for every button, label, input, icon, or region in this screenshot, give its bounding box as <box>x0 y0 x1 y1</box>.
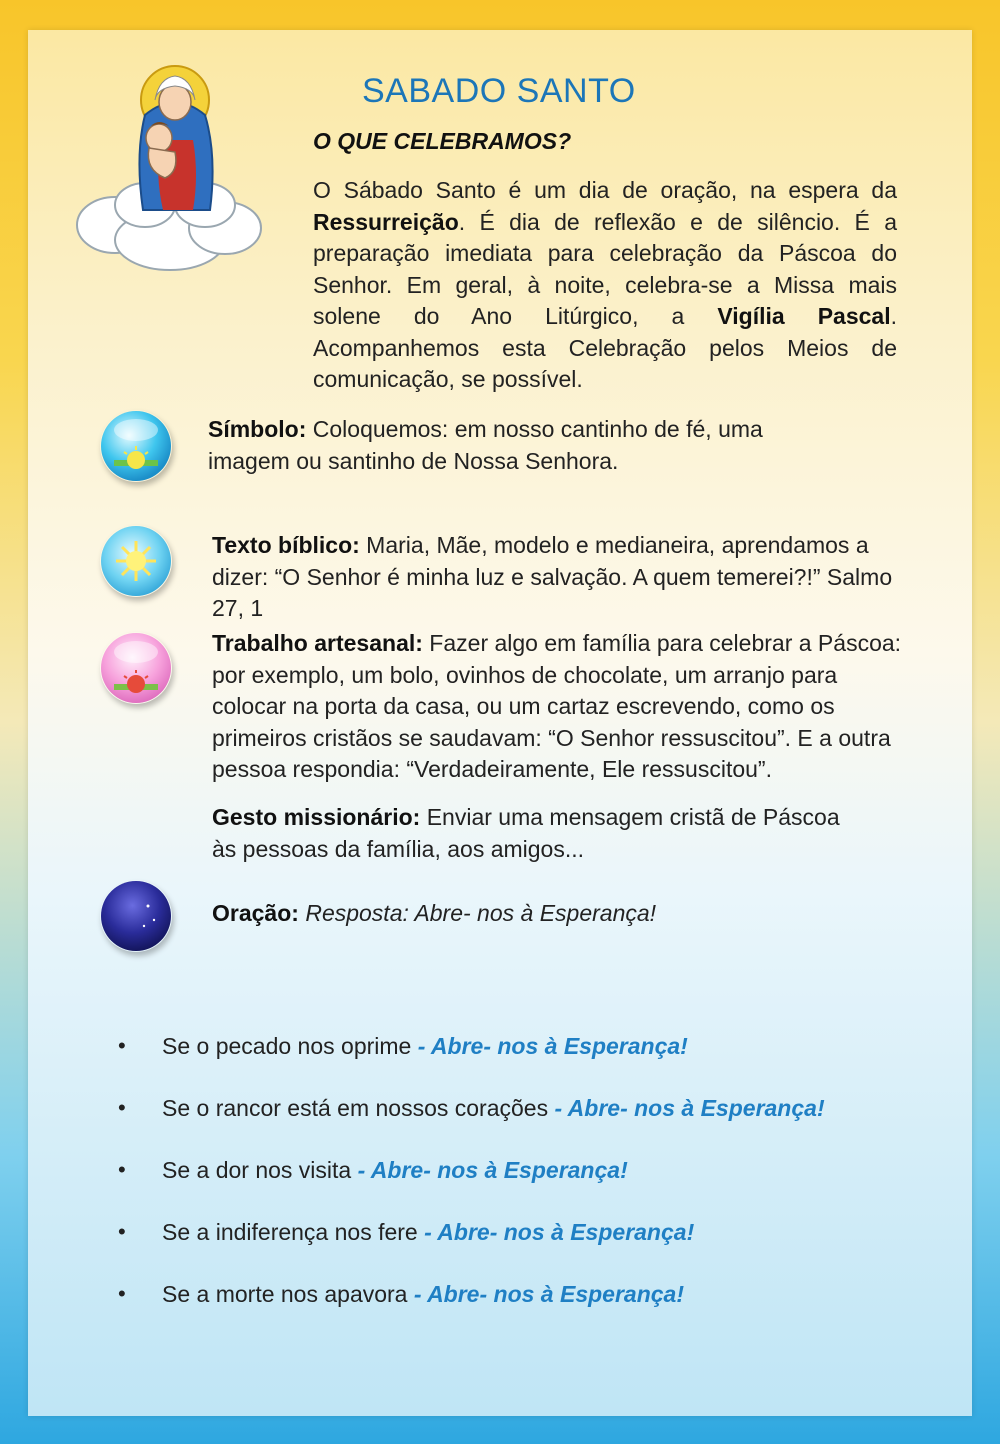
texto-biblico-label: Texto bíblico: <box>212 532 360 558</box>
bullet: • <box>118 1033 126 1058</box>
prayer-response: - Abre- nos à Esperança! <box>357 1157 628 1183</box>
prayer-line <box>162 1216 694 1248</box>
prayer-response: - Abre- nos à Esperança! <box>417 1033 688 1059</box>
bullet: • <box>118 1219 126 1244</box>
sun-orb-icon <box>100 525 172 597</box>
bullet: • <box>118 1095 126 1120</box>
simbolo-section <box>208 414 848 477</box>
prayer-text: Se o rancor está em nossos corações <box>162 1095 555 1121</box>
trabalho-artesanal-text: Fazer algo em família para celebrar a Páscoa: por exemplo, um bolo, ovinhos de chocolate, um arranjo para colocar na porta da casa, ou um cartaz escrevendo, como os primeiros cristãos se saudavam: “O Senhor ressuscitou”. E a outra pessoa respondia: “Verdadeiramente, Ele ressuscitou”. <box>212 630 902 782</box>
prayer-response: - Abre- nos à Esperança! <box>424 1219 695 1245</box>
prayer-list <box>118 1030 918 1340</box>
intro-bold-2: Vigília Pascal <box>717 303 891 329</box>
list-item <box>118 1092 918 1154</box>
prayer-line <box>162 1030 688 1062</box>
texto-biblico-text: Maria, Mãe, modelo e medianeira, aprendamos a dizer: “O Senhor é minha luz e salvação. A quem temerei?!” Salmo 27, 1 <box>212 532 893 621</box>
oracao-text: Resposta: Abre- nos à Esperança! <box>298 900 657 926</box>
simbolo-label: Símbolo: <box>208 416 307 442</box>
page-title: SABADO SANTO <box>362 72 636 110</box>
prayer-line <box>162 1154 628 1186</box>
list-item <box>118 1216 918 1278</box>
prayer-text: Se a indiferença nos fere <box>162 1219 425 1245</box>
list-item <box>118 1278 918 1340</box>
gesto-missionario-section <box>212 802 852 865</box>
prayer-line <box>162 1092 825 1124</box>
intro-bold-1: Ressurreição <box>313 208 459 235</box>
intro-text-1: O Sábado Santo é um dia de oração, na espera da <box>313 177 897 203</box>
list-item <box>118 1154 918 1216</box>
prayer-text: Se a dor nos visita <box>162 1157 358 1183</box>
texto-biblico-section <box>212 530 902 625</box>
sunrise-orb-icon <box>100 410 172 482</box>
bullet: • <box>118 1281 126 1306</box>
gesto-missionario-text: Enviar uma mensagem cristã de Páscoa às pessoas da família, aos amigos... <box>212 804 840 862</box>
prayer-response: - Abre- nos à Esperança! <box>554 1095 825 1121</box>
intro-text-2: . É dia de reflexão e de silêncio. É a preparação imediata para celebração da Páscoa do Senhor. Em geral, à noite, celebra-se a Missa mais solene do Ano Litúrgico, a <box>313 208 897 329</box>
oracao-section <box>212 898 852 930</box>
trabalho-artesanal-label: Trabalho artesanal: <box>212 630 423 656</box>
trabalho-artesanal-section <box>212 628 902 786</box>
bullet: • <box>118 1157 126 1182</box>
moon-night-orb-icon <box>100 880 172 952</box>
virgin-mary-with-child-icon <box>75 60 265 275</box>
prayer-response: - Abre- nos à Esperança! <box>413 1281 684 1307</box>
prayer-text: Se o pecado nos oprime <box>162 1033 418 1059</box>
prayer-line <box>162 1278 684 1310</box>
prayer-text: Se a morte nos apavora <box>162 1281 414 1307</box>
oracao-label: Oração: <box>212 900 299 926</box>
pink-sunset-orb-icon <box>100 632 172 704</box>
list-item <box>118 1030 918 1092</box>
intro-text-3: . Acompanhemos esta Celebração pelos Meios de comunicação, se possível. <box>313 303 897 392</box>
simbolo-text: Coloquemos: em nosso cantinho de fé, uma imagem ou santinho de Nossa Senhora. <box>208 416 763 474</box>
gesto-missionario-label: Gesto missionário: <box>212 804 421 830</box>
section-subtitle: O QUE CELEBRAMOS? <box>313 128 572 154</box>
intro-paragraph <box>313 175 897 396</box>
